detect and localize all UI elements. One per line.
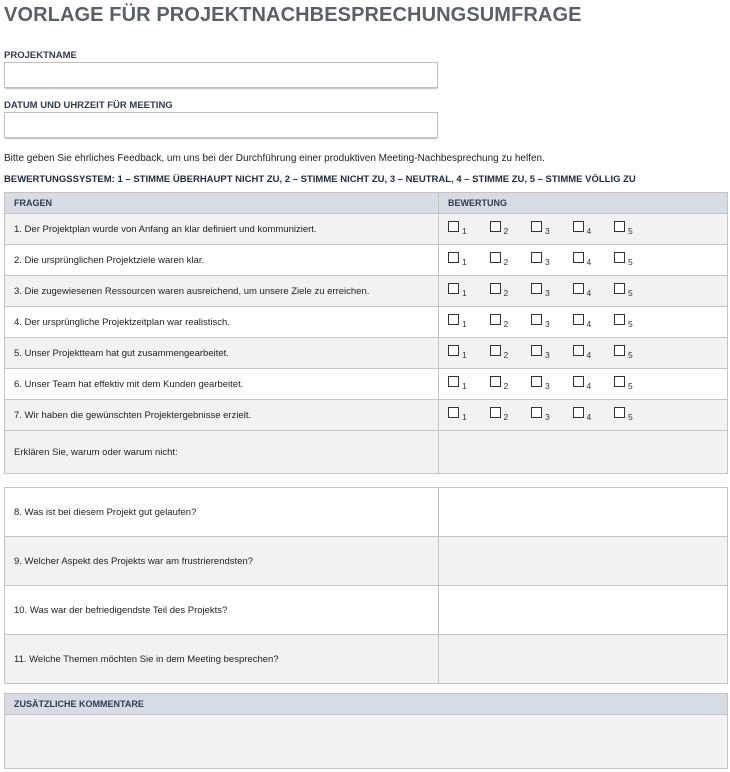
checkbox-icon[interactable] [448,407,459,418]
questions-header: FRAGEN [5,193,439,214]
open-question-row [5,635,728,684]
rating-options [439,276,728,307]
question-text: 4. Der ursprüngliche Projektzeitplan war realistisch. [5,307,439,338]
rating-option-label: 3 [545,257,550,267]
checkbox-icon[interactable] [531,252,542,263]
rating-options [439,338,728,369]
checkbox-icon[interactable] [448,376,459,387]
rating-option[interactable] [614,255,656,266]
open-question-text: 11. Welche Themen möchten Sie in dem Meeting besprechen? [5,635,439,684]
rating-option-label: 5 [628,381,633,391]
rating-option[interactable] [614,379,656,390]
checkbox-icon[interactable] [448,221,459,232]
rating-option[interactable] [573,317,615,328]
checkbox-icon[interactable] [531,345,542,356]
rating-option[interactable] [448,317,490,328]
rating-scale-text: BEWERTUNGSSYSTEM: 1 – STIMME ÜBERHAUPT NICHT ZU, 2 – STIMME NICHT ZU, 3 – NEUTRAL, 4 – STIMME ZU, 5 – STIMME VÖLLIG ZU [4,174,636,185]
rating-option[interactable] [531,286,573,297]
rating-row [5,245,728,276]
checkbox-icon[interactable] [531,314,542,325]
rating-option-label: 1 [462,226,467,236]
rating-option-label: 3 [545,319,550,329]
open-questions-table [4,487,728,684]
checkbox-icon[interactable] [614,314,625,325]
rating-option[interactable] [614,317,656,328]
rating-option[interactable] [448,224,490,235]
question-text: 2. Die ursprünglichen Projektziele waren klar. [5,245,439,276]
checkbox-icon[interactable] [573,376,584,387]
rating-option[interactable] [614,348,656,359]
rating-option[interactable] [573,286,615,297]
rating-option-label: 4 [586,257,592,267]
rating-option-label: 1 [462,319,467,329]
project-name-input[interactable] [4,62,438,88]
rating-option[interactable] [531,410,573,421]
rating-option-label: 5 [628,257,633,267]
checkbox-icon[interactable] [490,314,501,325]
rating-option[interactable] [490,255,532,266]
checkbox-icon[interactable] [531,376,542,387]
open-question-row [5,586,728,635]
rating-option-label: 5 [628,288,633,298]
checkbox-icon[interactable] [490,407,501,418]
rating-option[interactable] [573,410,615,421]
checkbox-icon[interactable] [614,407,625,418]
open-question-answer[interactable] [439,586,728,635]
checkbox-icon[interactable] [573,252,584,263]
rating-option-label: 4 [586,226,592,236]
open-question-row [5,537,728,586]
checkbox-icon[interactable] [614,221,625,232]
checkbox-icon[interactable] [448,345,459,356]
rating-option-label: 1 [462,288,467,298]
rating-option-label: 3 [545,226,550,236]
explain-input[interactable] [439,431,728,474]
rating-row [5,214,728,245]
rating-option-label: 1 [462,350,467,360]
rating-option-label: 4 [586,381,592,391]
rating-row [5,400,728,431]
checkbox-icon[interactable] [490,221,501,232]
rating-option[interactable] [490,317,532,328]
question-text: 7. Wir haben die gewünschten Projektergebnisse erzielt. [5,400,439,431]
rating-option-label: 4 [586,412,592,422]
rating-option[interactable] [531,224,573,235]
rating-option[interactable] [490,286,532,297]
rating-option-label: 2 [503,381,509,391]
checkbox-icon[interactable] [614,252,625,263]
checkbox-icon[interactable] [573,221,584,232]
checkbox-icon[interactable] [614,345,625,356]
rating-option-label: 3 [545,381,550,391]
rating-option[interactable] [573,255,615,266]
rating-option-label: 1 [462,412,467,422]
question-text: 6. Unser Team hat effektiv mit dem Kunden gearbeitet. [5,369,439,400]
rating-options [439,245,728,276]
question-text: 3. Die zugewiesenen Ressourcen waren ausreichend, um unsere Ziele zu erreichen. [5,276,439,307]
rating-option[interactable] [531,379,573,390]
rating-row [5,307,728,338]
rating-row [5,276,728,307]
rating-option[interactable] [490,379,532,390]
rating-option-label: 5 [628,319,633,329]
rating-option[interactable] [490,224,532,235]
meeting-datetime-input[interactable] [4,112,438,138]
rating-option-label: 2 [503,319,509,329]
checkbox-icon[interactable] [573,407,584,418]
comments-input[interactable] [5,715,728,769]
rating-option-label: 5 [628,350,633,360]
project-name-label: PROJEKTNAME [4,50,77,61]
checkbox-icon[interactable] [531,283,542,294]
rating-option-label: 5 [628,412,633,422]
open-question-text: 9. Welcher Aspekt des Projekts war am frustrierendsten? [5,537,439,586]
open-question-text: 8. Was ist bei diesem Projekt gut gelaufen? [5,488,439,537]
question-text: 5. Unser Projektteam hat gut zusammengearbeitet. [5,338,439,369]
rating-option[interactable] [614,224,656,235]
rating-option-label: 2 [503,226,509,236]
checkbox-icon[interactable] [531,221,542,232]
checkbox-icon[interactable] [614,283,625,294]
checkbox-icon[interactable] [448,314,459,325]
open-question-answer[interactable] [439,537,728,586]
rating-option[interactable] [573,224,615,235]
rating-option-label: 4 [586,319,592,329]
rating-option[interactable] [614,286,656,297]
checkbox-icon[interactable] [573,314,584,325]
checkbox-icon[interactable] [448,283,459,294]
checkbox-icon[interactable] [531,407,542,418]
intro-text: Bitte geben Sie ehrliches Feedback, um uns bei der Durchführung einer produktiven Meeting-Nachbesprechung zu helfen. [4,153,545,164]
comments-header: ZUSÄTZLICHE KOMMENTARE [5,694,728,715]
checkbox-icon[interactable] [573,283,584,294]
rating-option[interactable] [448,255,490,266]
rating-options [439,400,728,431]
checkbox-icon[interactable] [490,283,501,294]
rating-option-label: 2 [503,257,509,267]
rating-option[interactable] [531,348,573,359]
rating-option[interactable] [573,348,615,359]
rating-options [439,369,728,400]
rating-option-label: 2 [503,288,509,298]
rating-option[interactable] [448,379,490,390]
meeting-datetime-label: DATUM UND UHRZEIT FÜR MEETING [4,100,173,111]
open-question-text: 10. Was war der befriedigendste Teil des Projekts? [5,586,439,635]
rating-option-label: 1 [462,381,467,391]
rating-option[interactable] [490,410,532,421]
open-question-answer[interactable] [439,635,728,684]
checkbox-icon[interactable] [490,345,501,356]
rating-row [5,338,728,369]
rating-option-label: 3 [545,412,550,422]
rating-table [4,192,728,474]
rating-option[interactable] [531,317,573,328]
rating-options [439,307,728,338]
rating-options [439,214,728,245]
rating-row [5,369,728,400]
checkbox-icon[interactable] [490,252,501,263]
rating-option[interactable] [448,410,490,421]
explain-label: Erklären Sie, warum oder warum nicht: [5,431,439,474]
question-text: 1. Der Projektplan wurde von Anfang an klar definiert und kommuniziert. [5,214,439,245]
rating-option-label: 5 [628,226,633,236]
checkbox-icon[interactable] [490,376,501,387]
rating-option-label: 1 [462,257,467,267]
rating-option[interactable] [614,410,656,421]
rating-option[interactable] [573,379,615,390]
rating-option-label: 3 [545,288,550,298]
comments-table [4,693,728,769]
rating-header: BEWERTUNG [439,193,728,214]
rating-option[interactable] [448,286,490,297]
rating-option-label: 2 [503,412,509,422]
checkbox-icon[interactable] [614,376,625,387]
open-question-row [5,488,728,537]
page-title: VORLAGE FÜR PROJEKTNACHBESPRECHUNGSUMFRAGE [4,4,582,26]
rating-option-label: 4 [586,350,592,360]
rating-option[interactable] [531,255,573,266]
checkbox-icon[interactable] [573,345,584,356]
checkbox-icon[interactable] [448,252,459,263]
rating-option-label: 2 [503,350,509,360]
open-question-answer[interactable] [439,488,728,537]
rating-option[interactable] [490,348,532,359]
rating-option-label: 3 [545,350,550,360]
rating-option-label: 4 [586,288,592,298]
rating-option[interactable] [448,348,490,359]
